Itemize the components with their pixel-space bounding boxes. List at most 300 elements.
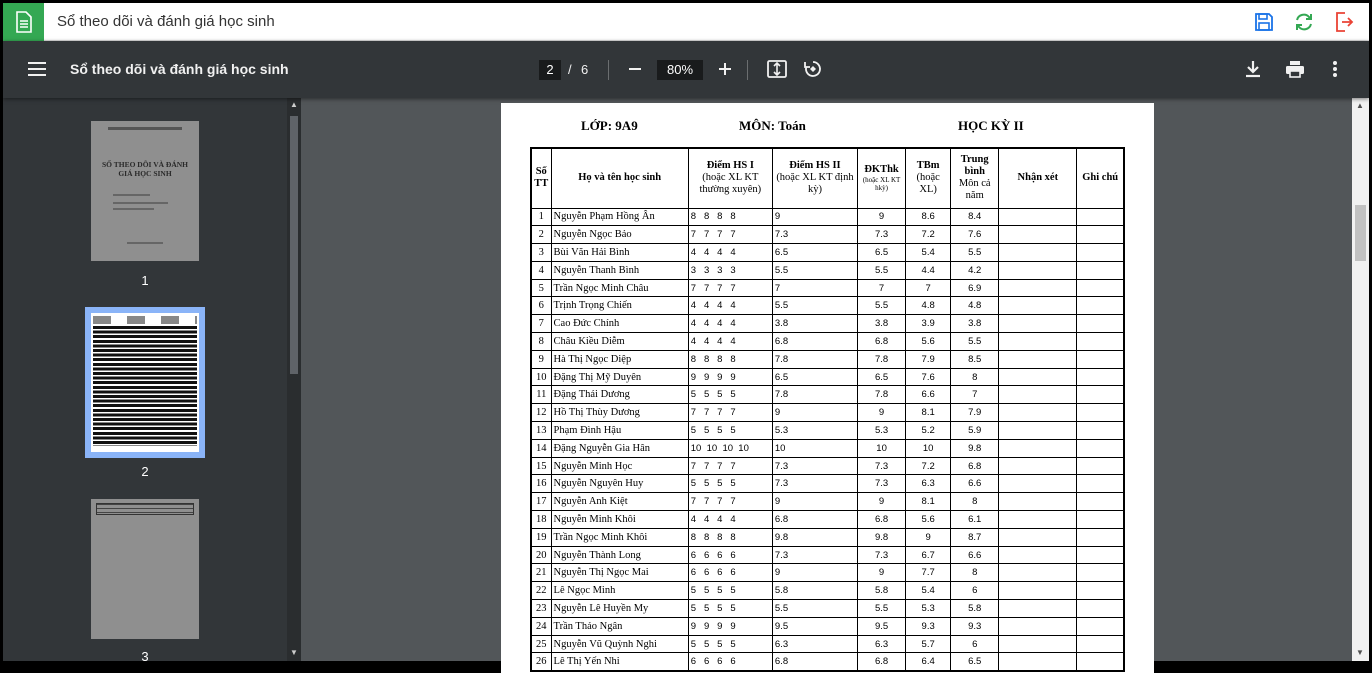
trung-binh-cell: 7.9 <box>951 404 999 422</box>
fit-page-icon[interactable] <box>763 55 791 83</box>
col-header-hs2: Điểm HS II (hoặc XL KT định kỳ) <box>772 148 857 208</box>
trung-binh-cell: 8 <box>951 368 999 386</box>
stt-cell: 9 <box>531 350 551 368</box>
nhan-xet-cell <box>999 404 1077 422</box>
toolbar-divider <box>608 60 609 80</box>
tbm-cell: 5.7 <box>906 635 951 653</box>
ghi-chu-cell <box>1077 386 1124 404</box>
hs1-cell: 5 5 5 5 <box>688 635 772 653</box>
hs1-cell: 8 8 8 8 <box>688 528 772 546</box>
hs1-cell: 7 7 7 7 <box>688 279 772 297</box>
dkthk-cell: 7.8 <box>858 350 906 368</box>
rotate-icon[interactable] <box>799 55 827 83</box>
dkthk-cell: 6.8 <box>858 333 906 351</box>
ghi-chu-cell <box>1077 457 1124 475</box>
nhan-xet-cell <box>999 457 1077 475</box>
sidebar-scrollbar[interactable] <box>287 98 301 661</box>
table-row <box>531 439 1124 457</box>
ghi-chu-cell <box>1077 546 1124 564</box>
dkthk-cell: 3.8 <box>858 315 906 333</box>
ghi-chu-cell <box>1077 600 1124 618</box>
hs2-cell: 9 <box>772 564 857 582</box>
nhan-xet-cell <box>999 350 1077 368</box>
dkthk-cell: 6.5 <box>858 244 906 262</box>
hs1-cell: 7 7 7 7 <box>688 493 772 511</box>
trung-binh-cell: 6 <box>951 635 999 653</box>
dkthk-cell: 5.5 <box>858 261 906 279</box>
col-header-nhan-xet: Nhận xét <box>999 148 1077 208</box>
ghi-chu-cell <box>1077 333 1124 351</box>
name-cell: Đặng Thái Dương <box>551 386 688 404</box>
table-row <box>531 279 1124 297</box>
nhan-xet-cell <box>999 261 1077 279</box>
col-header-hs1: Điểm HS I (hoặc XL KT thường xuyên) <box>688 148 772 208</box>
name-cell: Châu Kiều Diễm <box>551 333 688 351</box>
trung-binh-cell: 8 <box>951 493 999 511</box>
trung-binh-cell: 6.8 <box>951 457 999 475</box>
stt-cell: 18 <box>531 511 551 529</box>
hs1-cell: 4 4 4 4 <box>688 511 772 529</box>
tbm-cell: 10 <box>906 439 951 457</box>
name-cell: Bùi Văn Hải Bình <box>551 244 688 262</box>
total-pages: 6 <box>581 62 589 77</box>
save-icon[interactable] <box>1252 10 1276 34</box>
col-header-ghi-chu: Ghi chú <box>1077 148 1124 208</box>
nhan-xet-cell <box>999 368 1077 386</box>
ghi-chu-cell <box>1077 617 1124 635</box>
name-cell: Trần Ngọc Minh Châu <box>551 279 688 297</box>
table-row <box>531 297 1124 315</box>
dkthk-cell: 7.3 <box>858 475 906 493</box>
hs2-cell: 6.5 <box>772 244 857 262</box>
hs2-cell: 3.8 <box>772 315 857 333</box>
stt-cell: 25 <box>531 635 551 653</box>
table-row <box>531 493 1124 511</box>
nhan-xet-cell <box>999 226 1077 244</box>
hs1-cell: 5 5 5 5 <box>688 475 772 493</box>
app-window <box>3 3 1369 668</box>
dkthk-cell: 5.5 <box>858 297 906 315</box>
stt-cell: 22 <box>531 582 551 600</box>
hs2-cell: 6.5 <box>772 368 857 386</box>
dkthk-cell: 7.3 <box>858 546 906 564</box>
thumbnail-selected-frame <box>85 307 205 458</box>
tbm-cell: 7.7 <box>906 564 951 582</box>
tbm-cell: 8.6 <box>906 208 951 226</box>
table-row <box>531 511 1124 529</box>
col-header-stt: Số TT <box>531 148 551 208</box>
hs1-cell: 5 5 5 5 <box>688 422 772 440</box>
name-cell: Đặng Thị Mỹ Duyên <box>551 368 688 386</box>
zoom-level-input[interactable]: 80% <box>657 60 703 80</box>
hs2-cell: 5.5 <box>772 261 857 279</box>
ghi-chu-cell <box>1077 208 1124 226</box>
trung-binh-cell: 6.1 <box>951 511 999 529</box>
table-row <box>531 546 1124 564</box>
table-row <box>531 600 1124 618</box>
hs2-cell: 7.8 <box>772 350 857 368</box>
exit-icon[interactable] <box>1332 10 1356 34</box>
thumbnail-label: 2 <box>141 464 149 479</box>
subject-label: MÔN: Toán <box>739 118 806 133</box>
name-cell: Nguyễn Phạm Hồng Ân <box>551 208 688 226</box>
stt-cell: 5 <box>531 279 551 297</box>
tbm-cell: 5.2 <box>906 422 951 440</box>
name-cell: Nguyễn Thành Long <box>551 546 688 564</box>
nhan-xet-cell <box>999 386 1077 404</box>
scroll-down-arrow-icon[interactable]: ▼ <box>1356 648 1364 657</box>
ghi-chu-cell <box>1077 261 1124 279</box>
nhan-xet-cell <box>999 546 1077 564</box>
table-row <box>531 653 1124 671</box>
document-title: Sổ theo dõi và đánh giá học sinh <box>70 61 289 77</box>
table-row <box>531 582 1124 600</box>
trung-binh-cell: 5.8 <box>951 600 999 618</box>
hs2-cell: 5.3 <box>772 422 857 440</box>
tbm-cell: 6.7 <box>906 546 951 564</box>
stt-cell: 19 <box>531 528 551 546</box>
nhan-xet-cell <box>999 244 1077 262</box>
menu-icon[interactable] <box>23 55 51 83</box>
name-cell: Nguyễn Ngọc Bảo <box>551 226 688 244</box>
tbm-cell: 5.4 <box>906 582 951 600</box>
tbm-cell: 6.3 <box>906 475 951 493</box>
ghi-chu-cell <box>1077 564 1124 582</box>
tbm-cell: 9.3 <box>906 617 951 635</box>
col-header-name: Họ và tên học sinh <box>551 148 688 208</box>
hs1-cell: 9 9 9 9 <box>688 368 772 386</box>
hs1-cell: 8 8 8 8 <box>688 350 772 368</box>
hs1-cell: 6 6 6 6 <box>688 546 772 564</box>
table-row <box>531 333 1124 351</box>
hs2-cell: 7.3 <box>772 457 857 475</box>
trung-binh-cell: 6.6 <box>951 546 999 564</box>
ghi-chu-cell <box>1077 439 1124 457</box>
tbm-cell: 4.8 <box>906 297 951 315</box>
table-row <box>531 386 1124 404</box>
ghi-chu-cell <box>1077 475 1124 493</box>
thumbnail-label: 3 <box>141 649 149 664</box>
stt-cell: 6 <box>531 297 551 315</box>
col-header-trung-binh: Trung bình Môn cả năm <box>951 148 999 208</box>
thumbnail-image <box>91 499 199 639</box>
stt-cell: 17 <box>531 493 551 511</box>
nhan-xet-cell <box>999 422 1077 440</box>
name-cell: Hà Thị Ngọc Diệp <box>551 350 688 368</box>
stt-cell: 4 <box>531 261 551 279</box>
stt-cell: 7 <box>531 315 551 333</box>
name-cell: Nguyễn Minh Khôi <box>551 511 688 529</box>
name-cell: Nguyễn Nguyên Huy <box>551 475 688 493</box>
stt-cell: 14 <box>531 439 551 457</box>
pdf-viewer <box>301 98 1369 668</box>
hs2-cell: 6.8 <box>772 653 857 671</box>
thumbnail-page-2[interactable] <box>85 307 205 479</box>
hs2-cell: 9 <box>772 404 857 422</box>
page-number-input[interactable]: 2 <box>539 60 561 80</box>
tbm-cell: 8.1 <box>906 493 951 511</box>
nhan-xet-cell <box>999 635 1077 653</box>
tbm-cell: 5.6 <box>906 333 951 351</box>
name-cell: Trần Thảo Ngân <box>551 617 688 635</box>
tbm-cell: 4.4 <box>906 261 951 279</box>
dkthk-cell: 5.8 <box>858 582 906 600</box>
nhan-xet-cell <box>999 511 1077 529</box>
hs1-cell: 9 9 9 9 <box>688 617 772 635</box>
ghi-chu-cell <box>1077 350 1124 368</box>
dkthk-cell: 6.8 <box>858 511 906 529</box>
trung-binh-cell: 8.4 <box>951 208 999 226</box>
stt-cell: 26 <box>531 653 551 671</box>
semester-label: HỌC KỲ II <box>958 118 1024 133</box>
tbm-cell: 5.4 <box>906 244 951 262</box>
scroll-up-arrow-icon[interactable]: ▲ <box>1356 101 1364 110</box>
grade-table <box>530 147 1125 672</box>
nhan-xet-cell <box>999 582 1077 600</box>
tbm-cell: 3.9 <box>906 315 951 333</box>
hs1-cell: 7 7 7 7 <box>688 404 772 422</box>
stt-cell: 10 <box>531 368 551 386</box>
name-cell: Nguyễn Anh Kiệt <box>551 493 688 511</box>
dkthk-cell: 5.3 <box>858 422 906 440</box>
dkthk-cell: 9 <box>858 404 906 422</box>
trung-binh-cell: 5.9 <box>951 422 999 440</box>
tbm-cell: 7 <box>906 279 951 297</box>
name-cell: Đặng Nguyễn Gia Hân <box>551 439 688 457</box>
ghi-chu-cell <box>1077 635 1124 653</box>
trung-binh-cell: 4.2 <box>951 261 999 279</box>
tbm-cell: 9 <box>906 528 951 546</box>
trung-binh-cell: 9.8 <box>951 439 999 457</box>
stt-cell: 21 <box>531 564 551 582</box>
stt-cell: 13 <box>531 422 551 440</box>
nhan-xet-cell <box>999 600 1077 618</box>
zoom-in-icon[interactable] <box>711 55 739 83</box>
nhan-xet-cell <box>999 208 1077 226</box>
hs1-cell: 5 5 5 5 <box>688 582 772 600</box>
thumbnail-image <box>91 121 199 261</box>
nhan-xet-cell <box>999 564 1077 582</box>
toolbar-divider <box>747 60 748 80</box>
trung-binh-cell: 5.5 <box>951 244 999 262</box>
dkthk-cell: 6.5 <box>858 368 906 386</box>
hs2-cell: 9.8 <box>772 528 857 546</box>
hs2-cell: 9.5 <box>772 617 857 635</box>
ghi-chu-cell <box>1077 404 1124 422</box>
hs1-cell: 7 7 7 7 <box>688 226 772 244</box>
hs1-cell: 4 4 4 4 <box>688 315 772 333</box>
nhan-xet-cell <box>999 493 1077 511</box>
trung-binh-cell: 8.7 <box>951 528 999 546</box>
hs1-cell: 6 6 6 6 <box>688 653 772 671</box>
dkthk-cell: 7.3 <box>858 457 906 475</box>
app-title: Sổ theo dõi và đánh giá học sinh <box>57 13 275 30</box>
name-cell: Hồ Thị Thùy Dương <box>551 404 688 422</box>
hs1-cell: 5 5 5 5 <box>688 600 772 618</box>
hs1-cell: 4 4 4 4 <box>688 244 772 262</box>
dkthk-cell: 9 <box>858 208 906 226</box>
hs1-cell: 3 3 3 3 <box>688 261 772 279</box>
thumbnail-page-3[interactable] <box>85 499 205 664</box>
pdf-toolbar <box>3 41 1369 98</box>
nhan-xet-cell <box>999 475 1077 493</box>
ghi-chu-cell <box>1077 297 1124 315</box>
viewer-scrollbar[interactable] <box>1352 98 1369 661</box>
trung-binh-cell: 6.9 <box>951 279 999 297</box>
sync-icon[interactable] <box>1292 10 1316 34</box>
table-header-row <box>531 148 1124 208</box>
dkthk-cell: 9.8 <box>858 528 906 546</box>
hs2-cell: 7.3 <box>772 226 857 244</box>
stt-cell: 16 <box>531 475 551 493</box>
dkthk-cell: 10 <box>858 439 906 457</box>
ghi-chu-cell <box>1077 226 1124 244</box>
tbm-cell: 7.9 <box>906 350 951 368</box>
tbm-cell: 7.2 <box>906 226 951 244</box>
zoom-out-icon[interactable] <box>621 55 649 83</box>
table-row <box>531 208 1124 226</box>
table-row <box>531 368 1124 386</box>
viewer-scroll-thumb[interactable] <box>1355 205 1366 261</box>
document-icon <box>3 3 44 41</box>
table-row <box>531 528 1124 546</box>
stt-cell: 3 <box>531 244 551 262</box>
stt-cell: 24 <box>531 617 551 635</box>
tbm-cell: 8.1 <box>906 404 951 422</box>
hs2-cell: 6.8 <box>772 511 857 529</box>
nhan-xet-cell <box>999 617 1077 635</box>
pdf-page <box>501 103 1154 673</box>
name-cell: Phạm Đình Hậu <box>551 422 688 440</box>
dkthk-cell: 6.8 <box>858 653 906 671</box>
dkthk-cell: 7 <box>858 279 906 297</box>
hs2-cell: 5.8 <box>772 582 857 600</box>
stt-cell: 1 <box>531 208 551 226</box>
more-options-icon[interactable] <box>1321 55 1349 83</box>
trung-binh-cell: 8.5 <box>951 350 999 368</box>
sidebar-scroll-thumb[interactable] <box>290 116 298 374</box>
nhan-xet-cell <box>999 439 1077 457</box>
ghi-chu-cell <box>1077 653 1124 671</box>
name-cell: Nguyễn Minh Học <box>551 457 688 475</box>
trung-binh-cell: 9.3 <box>951 617 999 635</box>
table-row <box>531 261 1124 279</box>
trung-binh-cell: 6 <box>951 582 999 600</box>
page-separator: / <box>568 62 572 77</box>
hs1-cell: 10 10 10 10 <box>688 439 772 457</box>
thumbnail-image <box>91 313 199 452</box>
hs1-cell: 5 5 5 5 <box>688 386 772 404</box>
tbm-cell: 7.2 <box>906 457 951 475</box>
scroll-down-arrow-icon[interactable]: ▼ <box>290 648 298 657</box>
trung-binh-cell: 3.8 <box>951 315 999 333</box>
ghi-chu-cell <box>1077 528 1124 546</box>
table-row <box>531 617 1124 635</box>
col-header-tbm: TBm (hoặc XL) <box>906 148 951 208</box>
tbm-cell: 6.4 <box>906 653 951 671</box>
hs2-cell: 5.5 <box>772 297 857 315</box>
trung-binh-cell: 6.5 <box>951 653 999 671</box>
table-row <box>531 226 1124 244</box>
class-label: LỚP: 9A9 <box>581 118 638 133</box>
stt-cell: 20 <box>531 546 551 564</box>
stt-cell: 23 <box>531 600 551 618</box>
thumbnail-sidebar <box>3 98 301 664</box>
nhan-xet-cell <box>999 297 1077 315</box>
table-row <box>531 564 1124 582</box>
hs2-cell: 7.3 <box>772 546 857 564</box>
name-cell: Lê Thị Yến Nhi <box>551 653 688 671</box>
nhan-xet-cell <box>999 653 1077 671</box>
hs2-cell: 7.3 <box>772 475 857 493</box>
hs1-cell: 6 6 6 6 <box>688 564 772 582</box>
ghi-chu-cell <box>1077 422 1124 440</box>
table-row <box>531 404 1124 422</box>
download-icon[interactable] <box>1239 55 1267 83</box>
name-cell: Nguyễn Vũ Quỳnh Nghi <box>551 635 688 653</box>
table-row <box>531 350 1124 368</box>
trung-binh-cell: 7.6 <box>951 226 999 244</box>
trung-binh-cell: 4.8 <box>951 297 999 315</box>
tbm-cell: 5.6 <box>906 511 951 529</box>
trung-binh-cell: 5.5 <box>951 333 999 351</box>
dkthk-cell: 7.3 <box>858 226 906 244</box>
table-row <box>531 315 1124 333</box>
trung-binh-cell: 8 <box>951 564 999 582</box>
trung-binh-cell: 7 <box>951 386 999 404</box>
table-row <box>531 244 1124 262</box>
dkthk-cell: 9.5 <box>858 617 906 635</box>
app-header <box>3 3 1369 41</box>
hs2-cell: 9 <box>772 208 857 226</box>
stt-cell: 12 <box>531 404 551 422</box>
scroll-up-arrow-icon[interactable]: ▲ <box>290 100 298 109</box>
dkthk-cell: 6.3 <box>858 635 906 653</box>
hs2-cell: 9 <box>772 493 857 511</box>
col-header-dkthk: ĐKThk (hoặc XL KT hkỳ) <box>858 148 906 208</box>
ghi-chu-cell <box>1077 279 1124 297</box>
print-icon[interactable] <box>1281 55 1309 83</box>
ghi-chu-cell <box>1077 582 1124 600</box>
nhan-xet-cell <box>999 279 1077 297</box>
tbm-cell: 6.6 <box>906 386 951 404</box>
hs2-cell: 10 <box>772 439 857 457</box>
table-row <box>531 422 1124 440</box>
ghi-chu-cell <box>1077 368 1124 386</box>
name-cell: Nguyễn Thanh Bình <box>551 261 688 279</box>
dkthk-cell: 9 <box>858 564 906 582</box>
hs2-cell: 5.5 <box>772 600 857 618</box>
name-cell: Trịnh Trọng Chiến <box>551 297 688 315</box>
thumbnail-page-1[interactable] <box>85 121 205 288</box>
hs1-cell: 4 4 4 4 <box>688 297 772 315</box>
tbm-cell: 7.6 <box>906 368 951 386</box>
hs2-cell: 6.3 <box>772 635 857 653</box>
name-cell: Trần Ngọc Minh Khôi <box>551 528 688 546</box>
nhan-xet-cell <box>999 333 1077 351</box>
name-cell: Lê Ngọc Minh <box>551 582 688 600</box>
stt-cell: 11 <box>531 386 551 404</box>
ghi-chu-cell <box>1077 315 1124 333</box>
ghi-chu-cell <box>1077 244 1124 262</box>
cover-title: SỔ THEO DÕI VÀ ĐÁNH GIÁ HỌC SINH <box>102 160 188 178</box>
dkthk-cell: 7.8 <box>858 386 906 404</box>
stt-cell: 2 <box>531 226 551 244</box>
hs1-cell: 4 4 4 4 <box>688 333 772 351</box>
table-row <box>531 457 1124 475</box>
ghi-chu-cell <box>1077 493 1124 511</box>
stt-cell: 8 <box>531 333 551 351</box>
